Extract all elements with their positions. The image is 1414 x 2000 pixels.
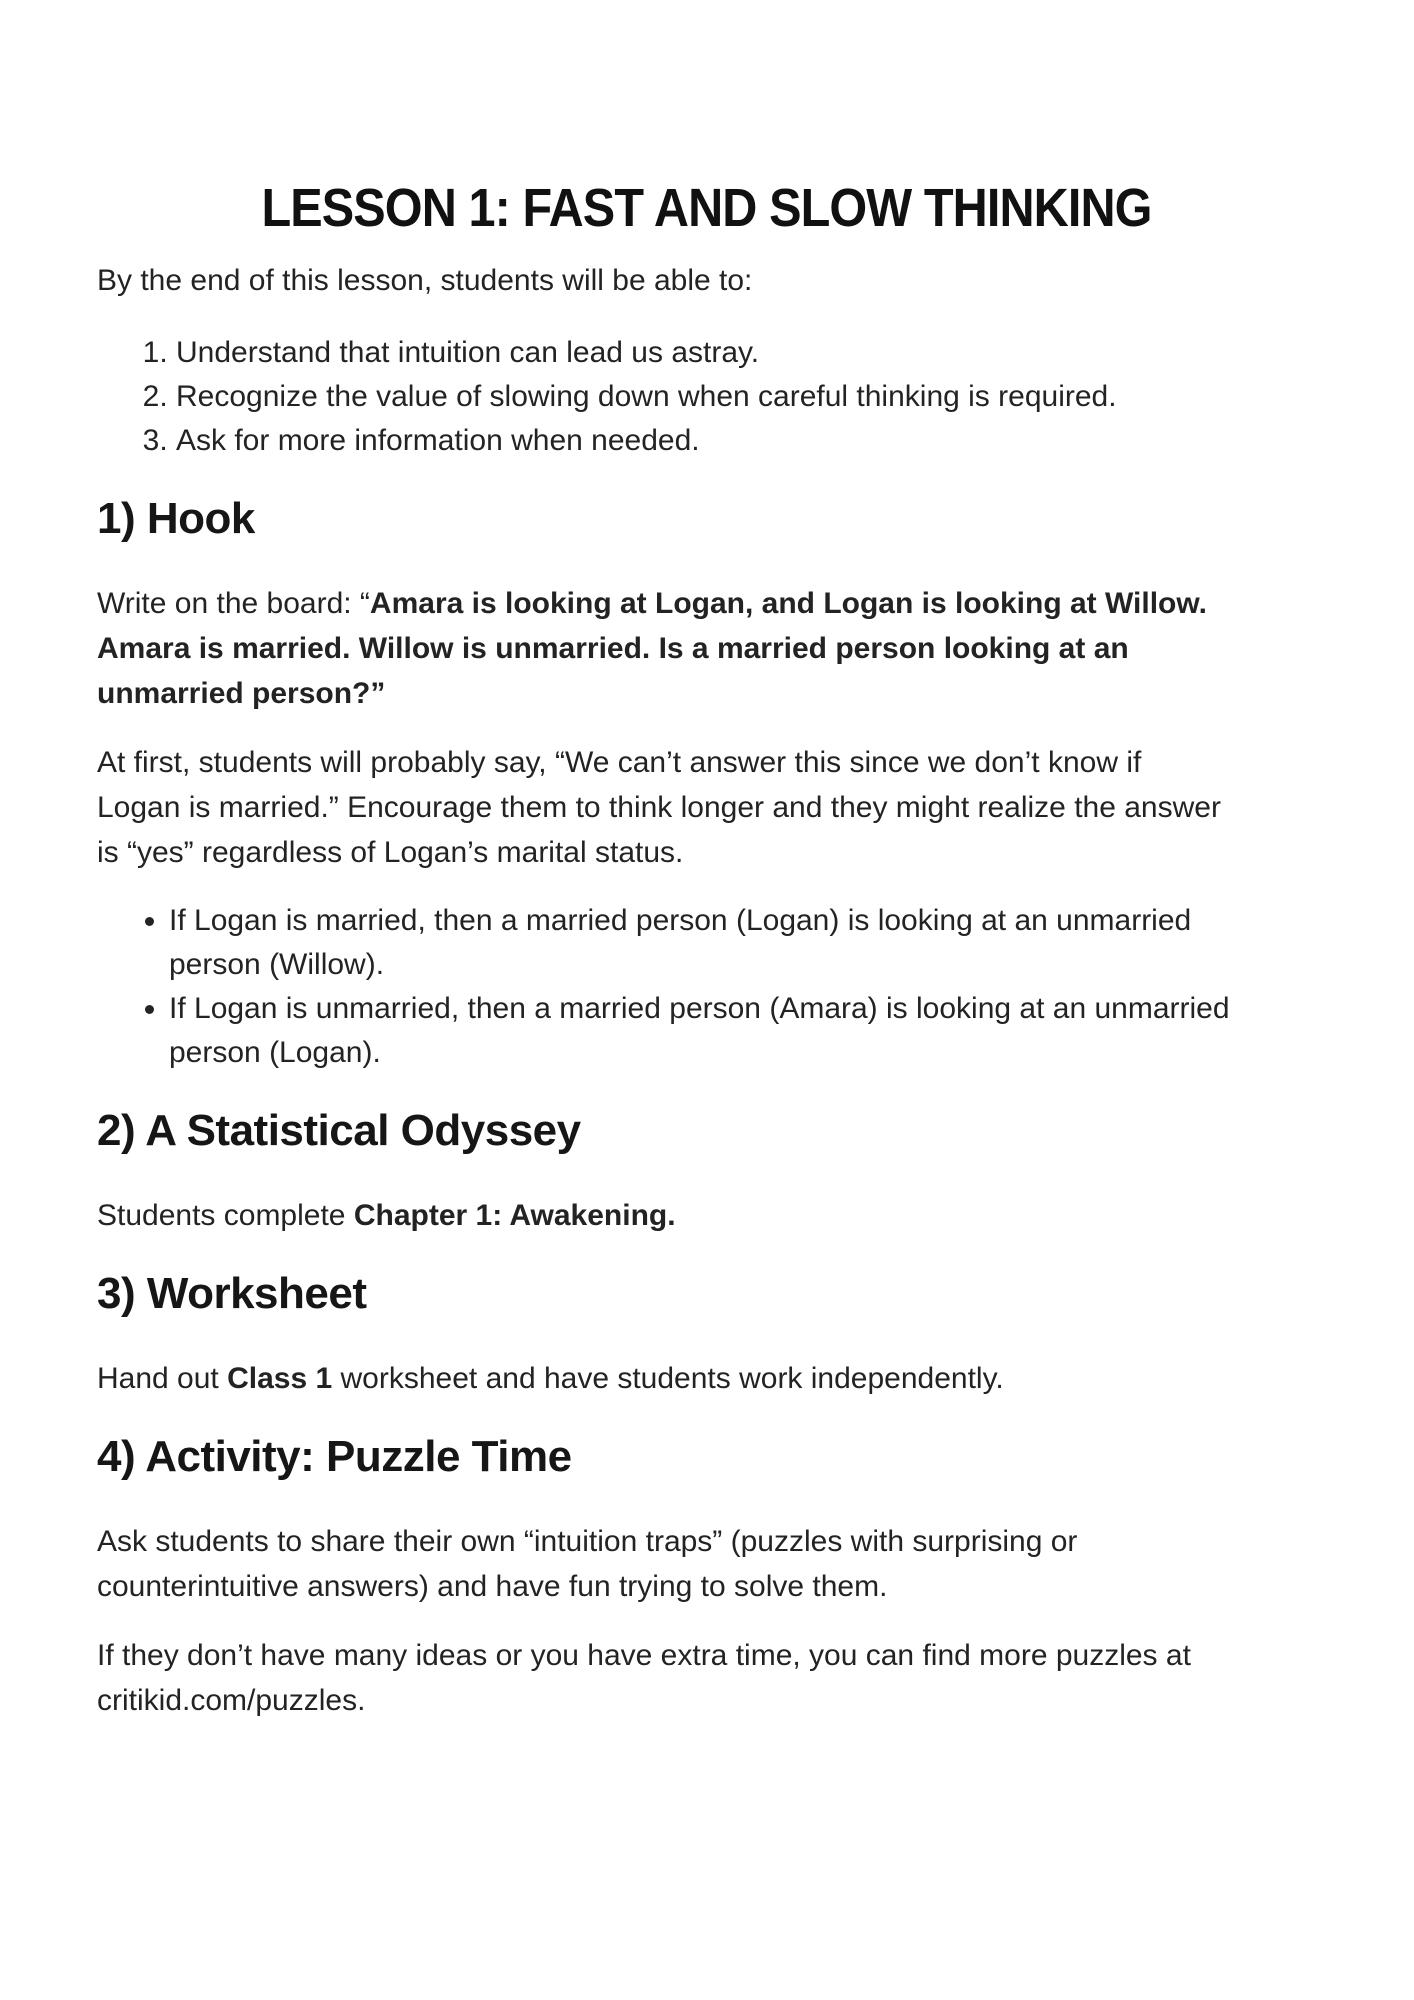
section-heading-hook: 1) Hook [97,494,255,543]
paragraph-students-complete: Students complete Chapter 1: Awakening. [97,1199,676,1232]
page-title-text: LESSON 1: FAST AND SLOW THINKING [261,178,1153,238]
paragraph-ask-students: Ask students to share their own “intuition traps” (puzzles with surprising or counterintuitive answers) and have fun trying to solve them. [97,1525,1078,1603]
section-heading-worksheet: 3) Worksheet [97,1269,367,1318]
objective-item-3: 3. Ask for more information when needed. [176,419,1317,463]
objectives-list [97,331,1317,463]
paragraph-write-on-board: Write on the board: “Amara is looking at Logan, and Logan is looking at Willow. Amara is married. Willow is unmarried. Is a married person looking at an unmarried person?” [97,587,1207,710]
page-title [97,178,1317,238]
bullet-item-logan-unmarried: • If Logan is unmarried, then a married person (Amara) is looking at an unmarried person (Logan). [169,987,1317,1075]
paragraph-hand-out: Hand out Class 1 worksheet and have students work independently. [97,1362,1004,1395]
paragraph-more-puzzles: If they don’t have many ideas or you have extra time, you can find more puzzles at critikid.com/puzzles. [97,1639,1191,1717]
objective-item-2: 2. Recognize the value of slowing down when careful thinking is required. [176,375,1317,419]
hook-bullet-list [97,899,1317,1075]
intro-paragraph: By the end of this lesson, students will be able to: [97,264,753,297]
section-heading-statistical-odyssey: 2) A Statistical Odyssey [97,1106,581,1155]
paragraph-at-first: At first, students will probably say, “We can’t answer this since we don’t know if Logan is married.” Encourage them to think longer and they might realize the answer is “yes” regardless of Logan’s marital status. [97,746,1221,869]
objective-item-1: 1. Understand that intuition can lead us astray. [176,331,1317,375]
bullet-item-logan-married: • If Logan is married, then a married person (Logan) is looking at an unmarried person (Willow). [169,899,1317,987]
section-heading-activity-puzzle-time: 4) Activity: Puzzle Time [97,1432,572,1481]
